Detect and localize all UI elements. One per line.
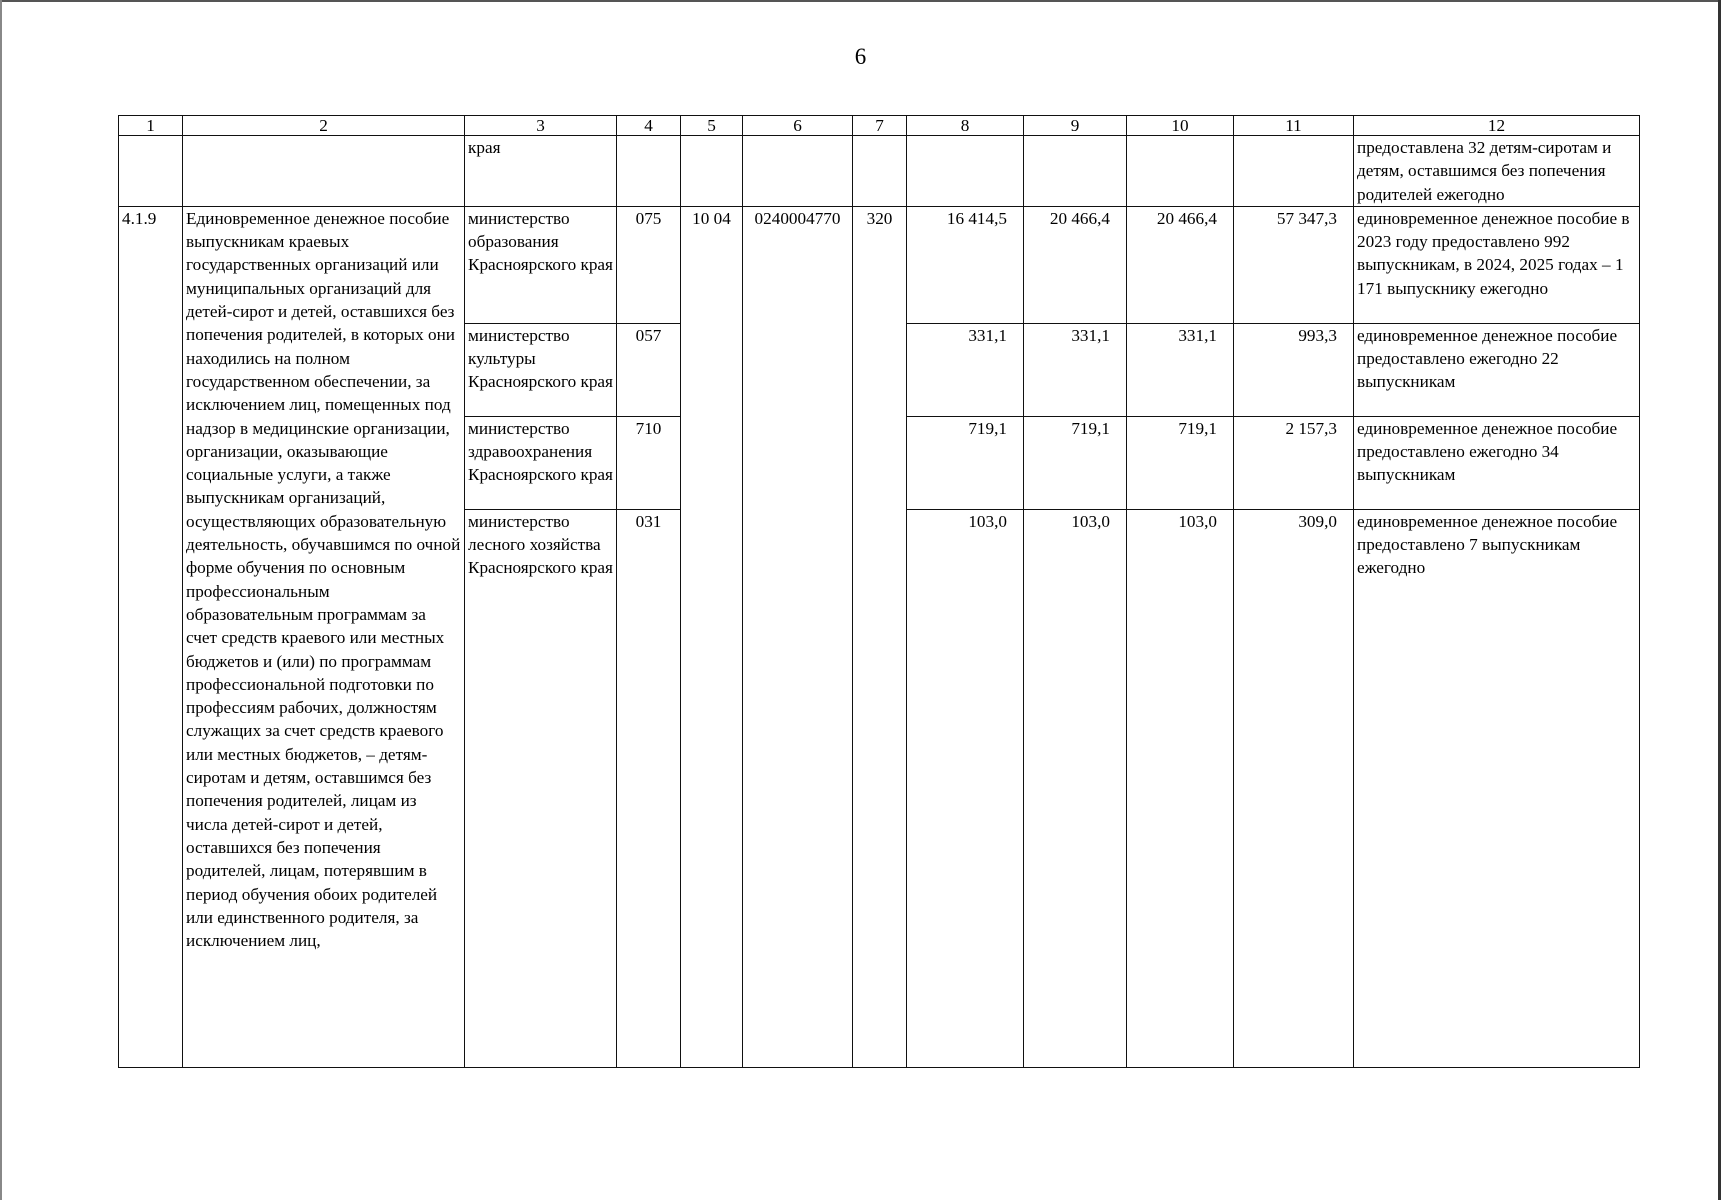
- amount-2024-cell: 719,1: [1024, 416, 1127, 509]
- column-number-row: [119, 116, 1640, 136]
- executor-cell: края: [465, 136, 617, 207]
- amount-2025-cell: 20 466,4: [1127, 206, 1234, 323]
- column-header: 5: [681, 116, 743, 136]
- result-cell: единовременное денежное пособие предоставлено 7 выпускникам ежегодно: [1354, 509, 1640, 1067]
- executor-cell: министерство здравоохранения Красноярского края: [465, 416, 617, 509]
- continuation-row: [119, 136, 1640, 207]
- item-number-cell: 4.1.9: [119, 206, 183, 1067]
- scan-edge-left: [0, 0, 2, 1200]
- amount-2025-cell: 719,1: [1127, 416, 1234, 509]
- page-number: 6: [854, 44, 867, 69]
- column-header: 6: [743, 116, 853, 136]
- program-activities-table: [118, 115, 1640, 1068]
- empty-cell: [681, 136, 743, 207]
- amount-total-cell: 2 157,3: [1234, 416, 1354, 509]
- grbs-code-cell: 710: [617, 416, 681, 509]
- result-cell: единовременное денежное пособие предоставлено ежегодно 34 выпускникам: [1354, 416, 1640, 509]
- amount-2023-cell: 331,1: [907, 323, 1024, 416]
- column-header: 11: [1234, 116, 1354, 136]
- column-header: 3: [465, 116, 617, 136]
- amount-total-cell: 57 347,3: [1234, 206, 1354, 323]
- amount-2024-cell: 331,1: [1024, 323, 1127, 416]
- empty-cell: [853, 136, 907, 207]
- column-header: 10: [1127, 116, 1234, 136]
- empty-cell: [743, 136, 853, 207]
- table-row: [119, 206, 1640, 323]
- empty-cell: [183, 136, 465, 207]
- column-header: 8: [907, 116, 1024, 136]
- empty-cell: [907, 136, 1024, 207]
- scan-edge-top: [0, 0, 1721, 2]
- section-code-cell: 10 04: [681, 206, 743, 1067]
- result-cell: предоставлена 32 детям-сиротам и детям, оставшимся без попечения родителей ежегодно: [1354, 136, 1640, 207]
- amount-2024-cell: 20 466,4: [1024, 206, 1127, 323]
- expense-type-cell: 320: [853, 206, 907, 1067]
- amount-2025-cell: 103,0: [1127, 509, 1234, 1067]
- column-header: 12: [1354, 116, 1640, 136]
- result-cell: единовременное денежное пособие в 2023 году предоставлено 992 выпускникам, в 2024, 2025 годах – 1 171 выпускнику ежегодно: [1354, 206, 1640, 323]
- grbs-code-cell: 057: [617, 323, 681, 416]
- empty-cell: [1127, 136, 1234, 207]
- column-header: 9: [1024, 116, 1127, 136]
- grbs-code-cell: 031: [617, 509, 681, 1067]
- amount-2023-cell: 103,0: [907, 509, 1024, 1067]
- executor-cell: министерство культуры Красноярского края: [465, 323, 617, 416]
- item-name-cell: Единовременное денежное пособие выпускникам краевых государственных организаций или муниципальных организаций для детей-сирот и детей, оставшихся без попечения родителей, в которых они находились на полном государственном обеспечении, за исключением лиц, помещенных под надзор в медицинские организации, организации, оказывающие социальные услуги, а также выпускникам организаций, осуществляющих образовательную деятельность, обучавшимся по очной форме обучения по основным профессиональным образовательным программам за счет средств краевого или местных бюджетов и (или) по программам профессиональной подготовки по профессиям рабочих, должностям служащих за счет средств краевого или местных бюджетов, – детям-сиротам и детям, оставшимся без попечения родителей, лицам из числа детей-сирот и детей, оставшихся без попечения родителей, лицам, потерявшим в период обучения обоих родителей или единственного родителя, за исключением лиц,: [183, 206, 465, 1067]
- grbs-code-cell: 075: [617, 206, 681, 323]
- amount-total-cell: 993,3: [1234, 323, 1354, 416]
- column-header: 2: [183, 116, 465, 136]
- column-header: 1: [119, 116, 183, 136]
- target-code-cell: 0240004770: [743, 206, 853, 1067]
- empty-cell: [119, 136, 183, 207]
- empty-cell: [1234, 136, 1354, 207]
- column-header: 4: [617, 116, 681, 136]
- amount-2023-cell: 16 414,5: [907, 206, 1024, 323]
- column-header: 7: [853, 116, 907, 136]
- executor-cell: министерство образования Красноярского края: [465, 206, 617, 323]
- result-cell: единовременное денежное пособие предоставлено ежегодно 22 выпускникам: [1354, 323, 1640, 416]
- amount-2024-cell: 103,0: [1024, 509, 1127, 1067]
- amount-2025-cell: 331,1: [1127, 323, 1234, 416]
- empty-cell: [617, 136, 681, 207]
- executor-cell: министерство лесного хозяйства Красноярского края: [465, 509, 617, 1067]
- amount-total-cell: 309,0: [1234, 509, 1354, 1067]
- amount-2023-cell: 719,1: [907, 416, 1024, 509]
- empty-cell: [1024, 136, 1127, 207]
